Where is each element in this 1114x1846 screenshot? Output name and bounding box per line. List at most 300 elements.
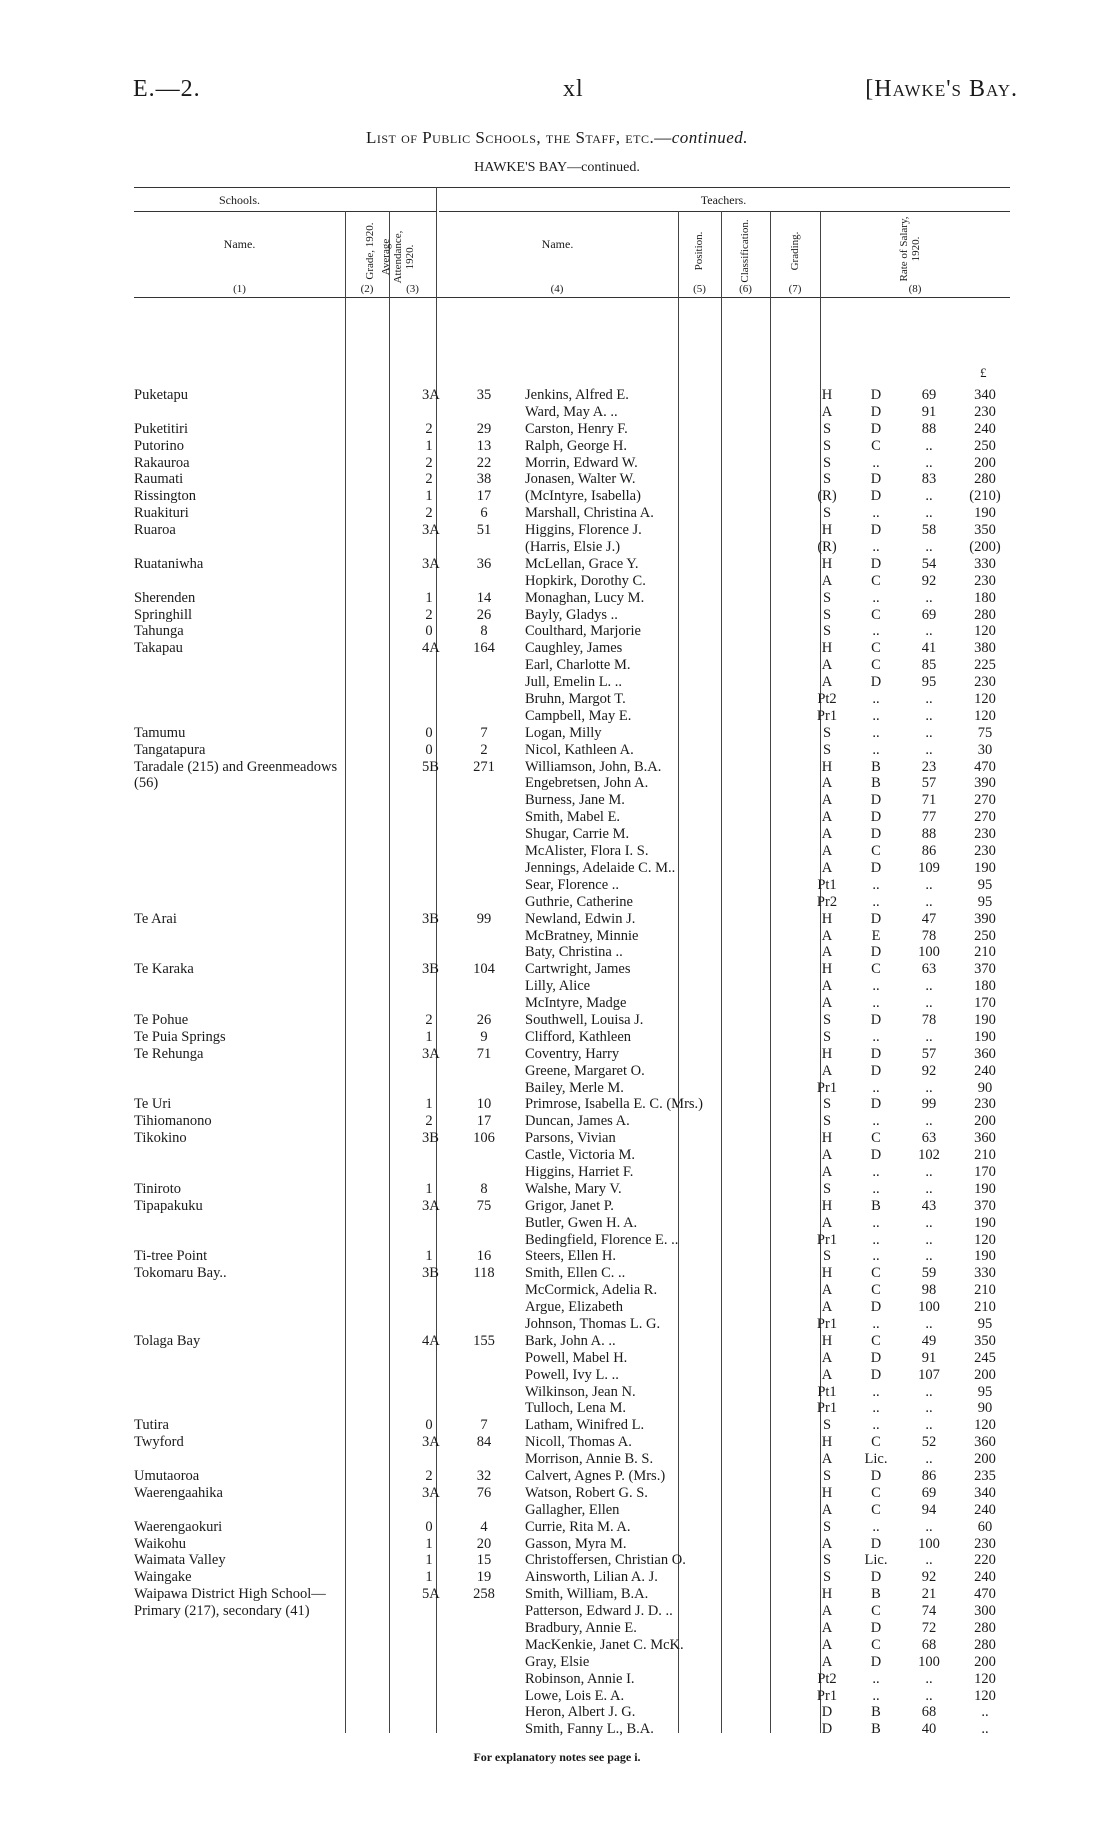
- cell-grade: [422, 555, 440, 573]
- cell-teacher: [525, 1671, 765, 1688]
- table-row: [134, 809, 1010, 826]
- cell-teacher: [525, 1485, 765, 1502]
- cell-school-text: Puketitiri: [134, 420, 188, 437]
- cell-attendance-text: 258: [473, 1586, 495, 1603]
- cell-teacher: [525, 1096, 765, 1113]
- cell-grading: [907, 809, 951, 826]
- cell-school: [134, 387, 402, 404]
- cell-salary: [960, 657, 1010, 674]
- cell-classification-text: D: [870, 488, 882, 505]
- cell-grading: [907, 843, 951, 860]
- cell-grading: [907, 607, 951, 624]
- cell-teacher-text: Caughley, James: [525, 640, 623, 657]
- cell-salary-text: 200: [974, 1451, 996, 1468]
- cell-grading: [907, 961, 951, 978]
- cell-teacher: [525, 911, 765, 928]
- cell-school-text: Springhill: [134, 606, 193, 623]
- cell-position: [810, 826, 844, 843]
- cell-teacher: [525, 1198, 765, 1215]
- cell-grading-text: ..: [925, 724, 933, 741]
- cell-attendance-text: 71: [476, 1045, 492, 1062]
- cell-grade-text: 3B: [422, 1265, 439, 1282]
- cell-classification-text: D: [870, 1011, 882, 1028]
- cell-school-text: Ruakituri: [134, 505, 189, 522]
- cell-attendance-text: 271: [473, 758, 495, 775]
- cell-grading-text: ..: [925, 1214, 933, 1231]
- cell-classification: [862, 1434, 890, 1451]
- cell-school: [134, 455, 402, 472]
- cell-position: [810, 877, 844, 894]
- cell-position-text: A: [821, 1636, 833, 1653]
- cell-grade-text: 3A: [422, 522, 440, 539]
- cell-classification: [862, 725, 890, 742]
- cell-teacher: [525, 455, 765, 472]
- cell-classification-text: ..: [872, 741, 880, 758]
- cell-grading-text: 85: [921, 657, 937, 674]
- cell-grade-text: 3A: [422, 555, 440, 572]
- cell-salary-text: 230: [974, 674, 996, 691]
- cell-grading: [907, 623, 951, 640]
- cell-teacher-text: Jenkins, Alfred E.: [525, 387, 629, 403]
- cell-salary-text: 200: [974, 1366, 996, 1383]
- cell-attendance-text: 164: [473, 640, 495, 657]
- cell-position-text: H: [821, 1130, 833, 1147]
- cell-teacher-text: Castle, Victoria M.: [525, 1147, 636, 1164]
- cell-salary: [960, 809, 1010, 826]
- cell-teacher-text: Smith, Fanny L., B.A.: [525, 1721, 654, 1738]
- cell-classification: [862, 961, 890, 978]
- cell-position-text: S: [822, 1028, 832, 1045]
- cell-teacher: [525, 1451, 765, 1468]
- cell-classification: [862, 944, 890, 961]
- cell-teacher: [525, 1215, 765, 1232]
- cell-grade: [422, 1586, 440, 1603]
- cell-position: [810, 421, 844, 438]
- cell-attendance-text: 118: [473, 1265, 495, 1282]
- cell-salary: [960, 843, 1010, 860]
- cell-attendance: [464, 1198, 504, 1215]
- table-row: [134, 1569, 1010, 1586]
- cell-position: [810, 1147, 844, 1164]
- cell-position: [810, 1417, 844, 1434]
- table-row: [134, 708, 1010, 725]
- cell-salary-text: 120: [974, 1687, 996, 1704]
- table-row: [134, 1350, 1010, 1367]
- table-row: [134, 1620, 1010, 1637]
- cell-grading-text: 88: [921, 420, 937, 437]
- table-row: [134, 928, 1010, 945]
- table-row: [134, 640, 1010, 657]
- cell-position: [810, 860, 844, 877]
- cell-classification-text: ..: [872, 1670, 880, 1687]
- cell-grading-text: ..: [925, 1028, 933, 1045]
- cell-position: [810, 387, 844, 404]
- cell-grading: [907, 1113, 951, 1130]
- title-main: List of Public Schools, the Staff, etc.—: [365, 128, 672, 147]
- cell-teacher: [525, 421, 765, 438]
- cell-salary-text: 370: [974, 1197, 996, 1214]
- cell-school-text: Rissington: [134, 488, 197, 505]
- cell-salary: [960, 1417, 1010, 1434]
- cell-salary: [960, 505, 1010, 522]
- cell-attendance: [464, 1130, 504, 1147]
- cell-grade: [422, 455, 436, 472]
- table-row: [134, 1232, 1010, 1249]
- cell-salary: [960, 674, 1010, 691]
- cell-grading-text: 57: [921, 1045, 937, 1062]
- cell-classification: [862, 1367, 890, 1384]
- cell-salary-text: 90: [977, 1079, 993, 1096]
- cell-grading: [907, 995, 951, 1012]
- cell-teacher-text: Powell, Ivy L. ..: [525, 1366, 619, 1383]
- cell-grading: [907, 792, 951, 809]
- cell-position-text: H: [821, 1265, 833, 1282]
- cell-salary-text: 240: [974, 1062, 996, 1079]
- cell-teacher-text: Heron, Albert J. G.: [525, 1704, 636, 1721]
- cell-teacher: [525, 387, 765, 404]
- cell-attendance: [464, 640, 504, 657]
- cell-grading: [907, 978, 951, 995]
- cell-classification: [862, 1198, 890, 1215]
- cell-school: [134, 1012, 402, 1029]
- cell-grade-text: 0: [425, 1518, 433, 1535]
- cell-attendance-text: 104: [473, 961, 495, 978]
- cell-school-text: Rakauroa: [134, 454, 190, 471]
- cell-grading: [907, 590, 951, 607]
- cell-salary-text: 340: [974, 1484, 996, 1501]
- cell-classification: [862, 1451, 890, 1468]
- cell-grading-text: ..: [925, 978, 933, 995]
- cell-classification-text: B: [871, 1197, 881, 1214]
- cell-position: [810, 1400, 844, 1417]
- cell-grading-text: 94: [921, 1501, 937, 1518]
- cell-position-text: A: [821, 1147, 833, 1164]
- cell-teacher: [525, 1080, 765, 1097]
- cell-classification: [862, 759, 890, 776]
- table-row: [134, 607, 1010, 624]
- cell-classification-text: ..: [872, 1417, 880, 1434]
- cell-salary: [960, 792, 1010, 809]
- cell-salary-text: 280: [974, 1620, 996, 1637]
- cell-classification-text: C: [871, 843, 881, 860]
- cell-classification-text: C: [871, 606, 881, 623]
- cell-classification: [862, 539, 890, 556]
- cell-classification-text: ..: [872, 1248, 880, 1265]
- cell-teacher: [525, 826, 765, 843]
- cell-grading-text: ..: [925, 437, 933, 454]
- cell-grading: [907, 421, 951, 438]
- cell-salary: [960, 1198, 1010, 1215]
- rule-schools-group: [134, 211, 436, 212]
- page-number: xl: [563, 76, 584, 102]
- cell-salary: [960, 1637, 1010, 1654]
- table-row: [134, 1299, 1010, 1316]
- cell-classification: [862, 1265, 890, 1282]
- cell-grading-text: ..: [925, 1079, 933, 1096]
- cell-classification: [862, 657, 890, 674]
- cell-classification-text: ..: [872, 691, 880, 708]
- cell-attendance-text: 75: [476, 1197, 492, 1214]
- cell-salary-text: 360: [974, 1130, 996, 1147]
- cell-classification: [862, 471, 890, 488]
- table-row: [134, 1671, 1010, 1688]
- cell-teacher-text: Marshall, Christina A.: [525, 505, 654, 522]
- cell-teacher-text: Earl, Charlotte M.: [525, 657, 631, 674]
- cell-attendance: [464, 1485, 504, 1502]
- cell-salary-text: 270: [974, 792, 996, 809]
- cell-attendance: [464, 471, 504, 488]
- cell-school-text: Takapau: [134, 640, 183, 657]
- cell-position-text: Pt1: [817, 1383, 837, 1400]
- cell-attendance: [464, 1552, 504, 1569]
- cell-school-text: (56): [134, 775, 159, 792]
- cell-position: [810, 928, 844, 945]
- table-row: [134, 1721, 1010, 1738]
- cell-position: [810, 691, 844, 708]
- cell-teacher: [525, 961, 765, 978]
- cell-salary: [960, 775, 1010, 792]
- cell-teacher-text: (McIntyre, Isabella): [525, 488, 641, 505]
- cell-teacher: [525, 1603, 765, 1620]
- cell-school: [134, 1265, 402, 1282]
- cell-position: [810, 1350, 844, 1367]
- cell-position-text: S: [822, 606, 832, 623]
- cell-grading: [907, 1265, 951, 1282]
- cell-teacher-text: Greene, Margaret O.: [525, 1062, 645, 1079]
- cell-grading-text: 52: [921, 1434, 937, 1451]
- cell-salary: [960, 607, 1010, 624]
- table-row: [134, 1248, 1010, 1265]
- cell-position-text: S: [822, 1468, 832, 1484]
- cell-grade: [422, 1197, 440, 1215]
- cell-salary: [960, 1232, 1010, 1249]
- cell-salary-text: 180: [974, 978, 996, 995]
- cell-position-text: A: [821, 1501, 833, 1518]
- cell-salary: [960, 1519, 1010, 1536]
- cell-grade-text: 1: [425, 1028, 433, 1045]
- cell-teacher: [525, 404, 765, 421]
- cell-grade: [422, 522, 440, 539]
- cell-school-text: Tihiomanono: [134, 1113, 212, 1130]
- cell-classification: [862, 843, 890, 860]
- cell-grade: [422, 438, 436, 455]
- cell-classification: [862, 1536, 890, 1553]
- table-row: [134, 1502, 1010, 1519]
- cell-salary-text: 240: [974, 1569, 996, 1586]
- cell-attendance: [464, 1096, 504, 1113]
- cell-grade: [422, 1045, 440, 1063]
- table-row: [134, 1586, 1010, 1603]
- cell-position: [810, 505, 844, 522]
- cell-school-text: Tutira: [134, 1417, 169, 1434]
- cell-teacher: [525, 1502, 765, 1519]
- cell-grading-text: 21: [921, 1586, 937, 1603]
- cell-salary: [960, 1671, 1010, 1688]
- cell-position-text: A: [821, 944, 833, 961]
- cell-school-text: Tangatapura: [134, 741, 206, 758]
- cell-position-text: H: [821, 1197, 833, 1214]
- cell-grade-text: 3A: [422, 1045, 440, 1062]
- cell-salary: [960, 623, 1010, 640]
- page-subtitle: HAWKE'S BAY—continued.: [474, 160, 640, 175]
- cell-grading-text: ..: [925, 1383, 933, 1400]
- cell-salary-text: 240: [974, 420, 996, 437]
- cell-attendance-text: 13: [476, 437, 492, 454]
- cell-teacher-text: Lilly, Alice: [525, 978, 591, 995]
- cell-salary-text: 230: [974, 826, 996, 843]
- cell-teacher: [525, 1063, 765, 1080]
- cell-teacher-text: Smith, William, B.A.: [525, 1586, 649, 1603]
- cell-grading-text: 41: [921, 640, 937, 657]
- cell-classification: [862, 573, 890, 590]
- cell-grading: [907, 404, 951, 421]
- cell-salary: [960, 471, 1010, 488]
- table-row: [134, 995, 1010, 1012]
- cell-position: [810, 1620, 844, 1637]
- cell-salary: [960, 1299, 1010, 1316]
- cell-classification: [862, 1384, 890, 1401]
- cell-classification: [862, 623, 890, 640]
- cell-grading-text: 78: [921, 927, 937, 944]
- cell-classification-text: D: [870, 1349, 882, 1366]
- cell-salary: [960, 1215, 1010, 1232]
- cell-classification-text: D: [870, 809, 882, 826]
- cell-grading-text: 91: [921, 403, 937, 420]
- cell-position-text: Pt2: [817, 691, 837, 708]
- cell-attendance-text: 14: [476, 589, 492, 606]
- cell-salary-text: 210: [974, 1147, 996, 1164]
- cell-grading-text: 23: [921, 758, 937, 775]
- cell-school-text: Ruaroa: [134, 522, 176, 539]
- cell-attendance: [464, 911, 504, 928]
- cell-salary: [960, 1654, 1010, 1671]
- cell-teacher-text: Carston, Henry F.: [525, 420, 628, 437]
- cell-classification-text: ..: [872, 1079, 880, 1096]
- cell-position-text: (R): [817, 488, 837, 505]
- cell-grading: [907, 1721, 951, 1738]
- table-row: [134, 421, 1010, 438]
- table-row: [134, 1147, 1010, 1164]
- cell-teacher: [525, 1620, 765, 1637]
- cell-position-text: S: [822, 1011, 832, 1028]
- cell-attendance: [464, 607, 504, 624]
- cell-classification-text: ..: [872, 539, 880, 556]
- title-continued: continued.: [671, 128, 748, 147]
- cell-position: [810, 1181, 844, 1198]
- cell-classification-text: C: [871, 640, 881, 657]
- cell-grading: [907, 1502, 951, 1519]
- cell-classification-text: D: [870, 1147, 882, 1164]
- cell-teacher-text: McBratney, Minnie: [525, 927, 639, 944]
- cell-salary: [960, 556, 1010, 573]
- cell-classification-text: Lic.: [864, 1552, 888, 1569]
- cell-grading: [907, 1519, 951, 1536]
- cell-attendance-text: 10: [476, 1096, 492, 1113]
- cell-attendance-text: 7: [480, 724, 488, 741]
- colnum-1: (1): [233, 283, 246, 295]
- cell-grade-text: 1: [425, 1535, 433, 1552]
- cell-position-text: A: [821, 1163, 833, 1180]
- cell-grade-text: 1: [425, 1248, 433, 1265]
- cell-teacher-text: Steers, Ellen H.: [525, 1248, 617, 1265]
- cell-classification-text: C: [871, 1603, 881, 1620]
- cell-position-text: Pr1: [816, 1079, 838, 1096]
- cell-grading: [907, 674, 951, 691]
- cell-salary-text: 370: [974, 961, 996, 978]
- cell-teacher: [525, 1164, 765, 1181]
- cell-grade-text: 4A: [422, 640, 440, 657]
- cell-grade: [422, 421, 436, 438]
- cell-school-text: Tokomaru Bay..: [134, 1265, 227, 1282]
- cell-grading: [907, 928, 951, 945]
- cell-teacher: [525, 995, 765, 1012]
- cell-attendance: [464, 421, 504, 438]
- cell-attendance-text: 155: [473, 1332, 495, 1349]
- cell-attendance-text: 17: [476, 488, 492, 505]
- cell-school-text: Tolaga Bay: [134, 1332, 201, 1349]
- cell-position: [810, 1282, 844, 1299]
- cell-grading-text: ..: [925, 1315, 933, 1332]
- cell-grading-text: ..: [925, 505, 933, 522]
- cell-grading: [907, 1384, 951, 1401]
- cell-salary-text: 230: [974, 1096, 996, 1113]
- cell-position-text: A: [821, 1535, 833, 1552]
- table-body: [134, 387, 1010, 1738]
- cell-salary-text: 210: [974, 1299, 996, 1316]
- cell-school: [134, 607, 402, 624]
- cell-teacher: [525, 1367, 765, 1384]
- cell-school: [134, 725, 402, 742]
- rule-top: [134, 187, 1010, 188]
- cell-teacher-text: Robinson, Annie I.: [525, 1670, 635, 1687]
- cell-grading-text: ..: [925, 741, 933, 758]
- cell-position: [810, 1654, 844, 1671]
- cell-classification-text: C: [871, 1130, 881, 1147]
- cell-position-text: Pr1: [816, 1231, 838, 1248]
- cell-teacher-text: Engebretsen, John A.: [525, 775, 649, 792]
- cell-teacher-text: Gallagher, Ellen: [525, 1501, 620, 1518]
- cell-grading: [907, 1654, 951, 1671]
- cell-grading-text: 77: [921, 809, 937, 826]
- cell-attendance: [464, 1265, 504, 1282]
- cell-salary-text: 170: [974, 995, 996, 1012]
- cell-salary-text: 190: [974, 1248, 996, 1265]
- cell-teacher-text: Higgins, Florence J.: [525, 522, 642, 539]
- cell-position-text: S: [822, 1417, 832, 1434]
- cell-teacher-text: Morrin, Edward W.: [525, 454, 638, 471]
- cell-grading-text: 40: [921, 1721, 937, 1738]
- cell-school: [134, 1096, 402, 1113]
- cell-attendance: [464, 1248, 504, 1265]
- cell-teacher: [525, 691, 765, 708]
- cell-grading: [907, 775, 951, 792]
- cell-position-text: A: [821, 1451, 833, 1468]
- cell-position: [810, 911, 844, 928]
- cell-teacher: [525, 1113, 765, 1130]
- cell-grade-text: 3A: [422, 1197, 440, 1214]
- cell-grading-text: 69: [921, 606, 937, 623]
- cell-position-text: H: [821, 961, 833, 978]
- cell-teacher: [525, 928, 765, 945]
- cell-school: [134, 1113, 402, 1130]
- cell-classification: [862, 455, 890, 472]
- cell-grade: [422, 1248, 436, 1265]
- cell-grading: [907, 1282, 951, 1299]
- cell-position-text: Pr1: [816, 707, 838, 724]
- cell-grading: [907, 1350, 951, 1367]
- cell-attendance: [464, 742, 504, 759]
- cell-attendance-text: 26: [476, 1011, 492, 1028]
